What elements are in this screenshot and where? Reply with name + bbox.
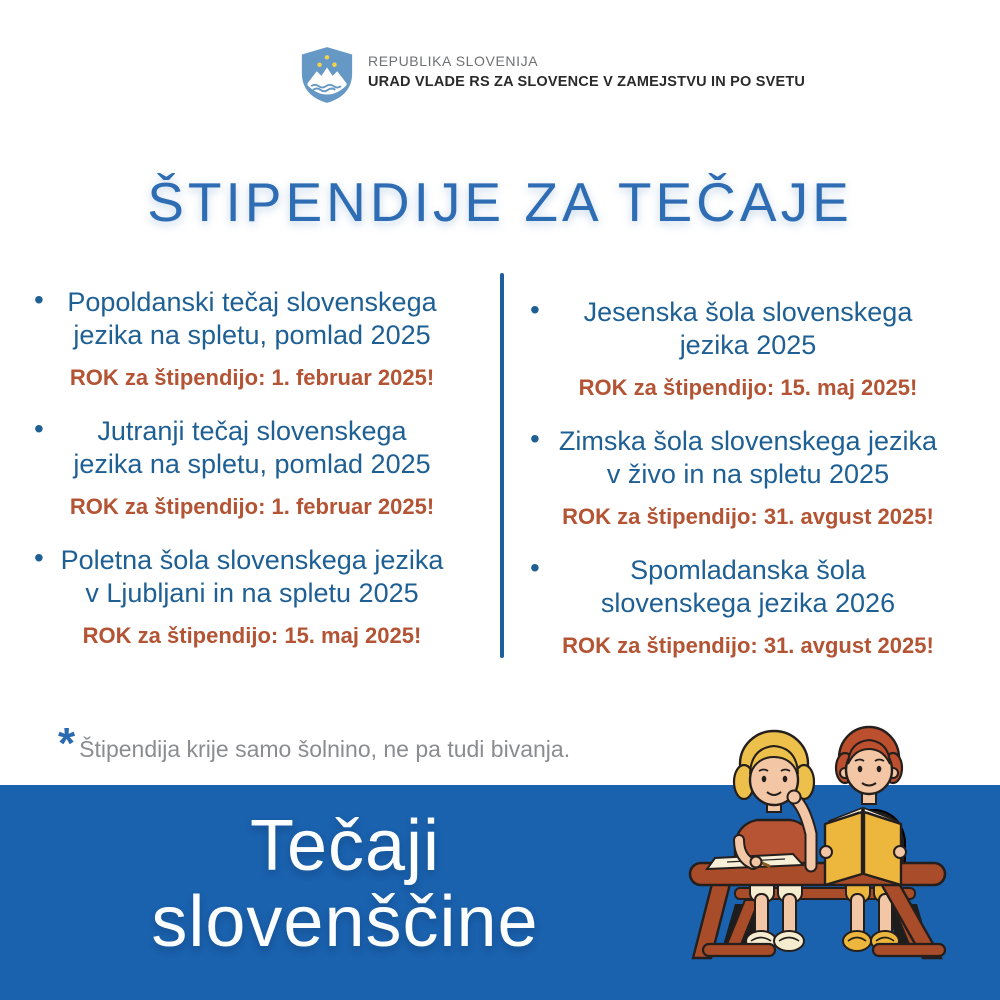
bullet-point: • xyxy=(530,294,540,325)
course-item xyxy=(520,296,976,401)
course-deadline: ROK za štipendijo: 31. avgust 2025! xyxy=(562,503,934,529)
course-title-line: v Ljubljani in na spletu 2025 xyxy=(85,577,419,608)
course-item xyxy=(520,551,976,659)
asterisk-icon: * xyxy=(58,719,76,768)
course-title-line: jezika na spletu, pomlad 2025 xyxy=(73,319,431,350)
course-deadline: ROK za štipendijo: 31. avgust 2025! xyxy=(562,632,934,658)
course-title-line: Jesenska šola slovenskega xyxy=(583,297,913,327)
course-item xyxy=(24,412,480,520)
course-item xyxy=(24,541,480,649)
header-text xyxy=(368,45,805,90)
footer-title-line: Tečaji xyxy=(249,806,441,886)
course-item xyxy=(24,286,480,391)
courses-column-right xyxy=(520,280,976,683)
footnote-text: Štipendija krije samo šolnino, ne pa tudi bivanja. xyxy=(79,736,571,762)
course-deadline: ROK za štipendijo: 15. maj 2025! xyxy=(82,622,422,648)
courses-column-left xyxy=(24,280,480,673)
course-deadline: ROK za štipendijo: 1. februar 2025! xyxy=(69,493,435,519)
government-header xyxy=(300,45,805,105)
footer-title-line: slovenščine xyxy=(151,882,539,963)
course-title-line: Jutranji tečaj slovenskega xyxy=(97,415,407,446)
course-title xyxy=(24,412,480,481)
course-title-line: Zimska šola slovenskega jezika xyxy=(558,425,938,456)
course-title-line: v živo in na spletu 2025 xyxy=(606,458,890,489)
course-title-line: slovenskega jezika 2026 xyxy=(600,587,896,618)
course-title-line: jezika 2025 xyxy=(679,329,817,360)
bullet-point: • xyxy=(530,422,540,454)
course-deadline: ROK za štipendijo: 15. maj 2025! xyxy=(578,374,918,400)
course-title xyxy=(520,551,976,620)
bullet-point: • xyxy=(530,551,540,583)
bullet-point: • xyxy=(34,412,44,444)
course-title xyxy=(24,541,480,610)
footnote xyxy=(58,719,571,768)
course-deadline: ROK za štipendijo: 1. februar 2025! xyxy=(69,364,435,390)
course-title-line: jezika na spletu, pomlad 2025 xyxy=(73,448,431,479)
page-title: ŠTIPENDIJE ZA TEČAJE xyxy=(147,171,853,233)
course-title xyxy=(24,286,480,352)
republic-label: REPUBLIKA SLOVENIJA xyxy=(368,53,539,69)
column-divider xyxy=(500,273,504,658)
office-label: URAD VLADE RS ZA SLOVENCE V ZAMEJSTVU IN PO SVETU xyxy=(368,74,806,90)
footer-title xyxy=(55,808,635,961)
children-reading-at-desk-illustration xyxy=(655,712,955,972)
slovenia-coat-of-arms-icon xyxy=(300,45,354,105)
course-title-line: Poletna šola slovenskega jezika xyxy=(60,544,444,575)
course-title-line: Popoldanski tečaj slovenskega xyxy=(67,287,437,317)
course-title-line: Spomladanska šola xyxy=(630,554,866,585)
course-title xyxy=(520,296,976,362)
bullet-point: • xyxy=(34,541,44,573)
course-item xyxy=(520,422,976,530)
bullet-point: • xyxy=(34,284,44,315)
course-title xyxy=(520,422,976,491)
